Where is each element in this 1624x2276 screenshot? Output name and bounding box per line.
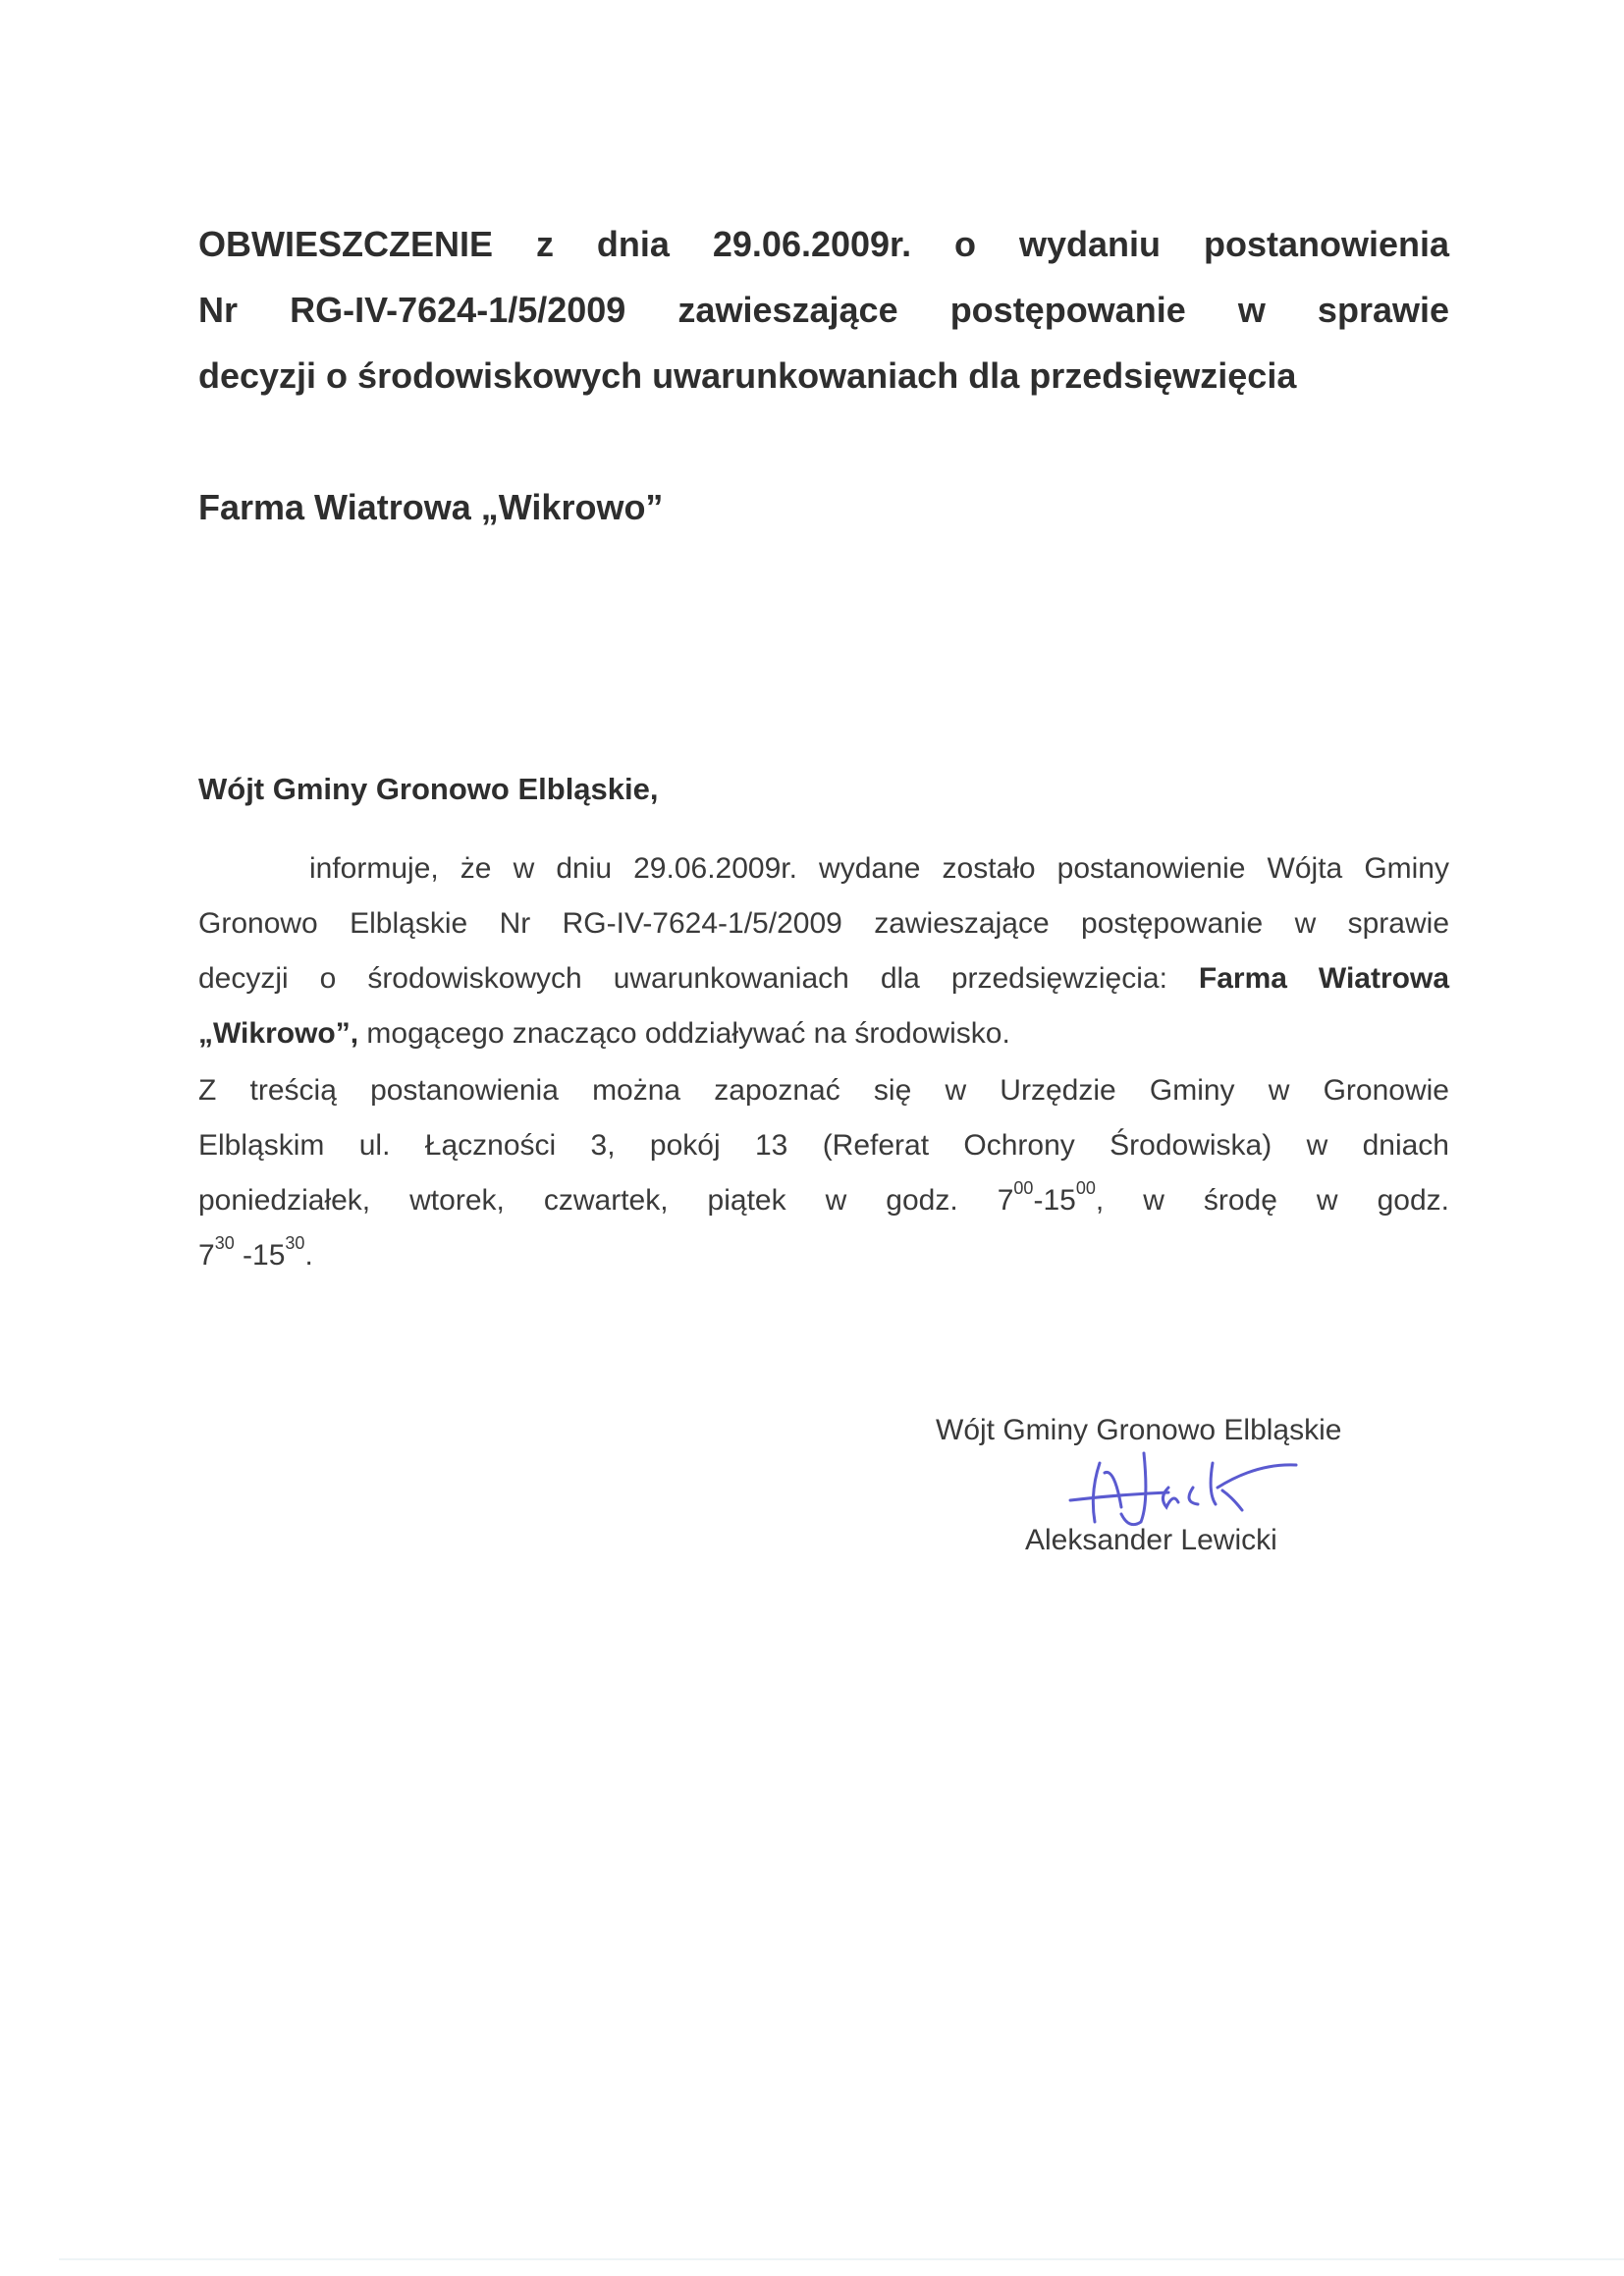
minutes: 30 — [285, 1233, 305, 1253]
body-line-4 — [198, 1017, 1449, 1051]
body-text-segment: mogącego znacząco oddziaływać na środowisko. — [366, 1017, 1010, 1050]
body-line-3 — [198, 962, 1449, 996]
hour: 7 — [997, 1184, 1014, 1217]
title-line-1: OBWIESZCZENIE z dnia 29.06.2009r. o wydaniu postanowienia — [198, 224, 1449, 264]
hour: -15 — [234, 1239, 286, 1272]
body-text-segment: , w środę w godz. — [1095, 1184, 1450, 1217]
body-line-6: Elbląskim ul. Łączności 3, pokój 13 (Referat Ochrony Środowiska) w dniach — [198, 1129, 1449, 1162]
body-line-8 — [198, 1233, 1449, 1273]
minutes: 30 — [214, 1233, 235, 1253]
minutes: 00 — [1075, 1178, 1096, 1198]
body-text-segment: decyzji o środowiskowych uwarunkowaniach dla przedsięwzięcia: — [198, 962, 1167, 995]
title-line-2: Nr RG-IV-7624-1/5/2009 zawieszające postępowanie w sprawie — [198, 290, 1449, 330]
title-line-3: decyzji o środowiskowych uwarunkowaniach dla przedsięwzięcia — [198, 355, 1297, 396]
body-line-2: Gronowo Elbląskie Nr RG-IV-7624-1/5/2009 zawieszające postępowanie w sprawie — [198, 907, 1449, 940]
body-text-segment: poniedziałek, wtorek, czwartek, piątek w godz. — [198, 1184, 958, 1217]
signatory-office: Wójt Gminy Gronowo Elbląskie — [936, 1414, 1342, 1446]
addressee: Wójt Gminy Gronowo Elbląskie, — [198, 772, 659, 806]
body-text-segment: . — [304, 1239, 313, 1272]
project-name-bold: „Wikrowo”, — [198, 1017, 359, 1050]
handwritten-signature — [1060, 1443, 1316, 1532]
body-line-7 — [198, 1178, 1450, 1218]
minutes: 00 — [1013, 1178, 1034, 1198]
hours-weekdays — [997, 1178, 1450, 1217]
hour: -15 — [1033, 1184, 1076, 1217]
signatory-name: Aleksander Lewicki — [1025, 1524, 1277, 1556]
hour: 7 — [198, 1239, 215, 1272]
project-name: Farma Wiatrowa „Wikrowo” — [198, 487, 664, 527]
project-name-bold: Farma Wiatrowa — [1198, 962, 1450, 995]
scan-edge — [59, 2258, 1624, 2260]
body-line-5: Z treścią postanowienia można zapoznać się w Urzędzie Gminy w Gronowie — [198, 1074, 1449, 1107]
body-line-1: informuje, że w dniu 29.06.2009r. wydane zostało postanowienie Wójta Gminy — [309, 852, 1449, 885]
